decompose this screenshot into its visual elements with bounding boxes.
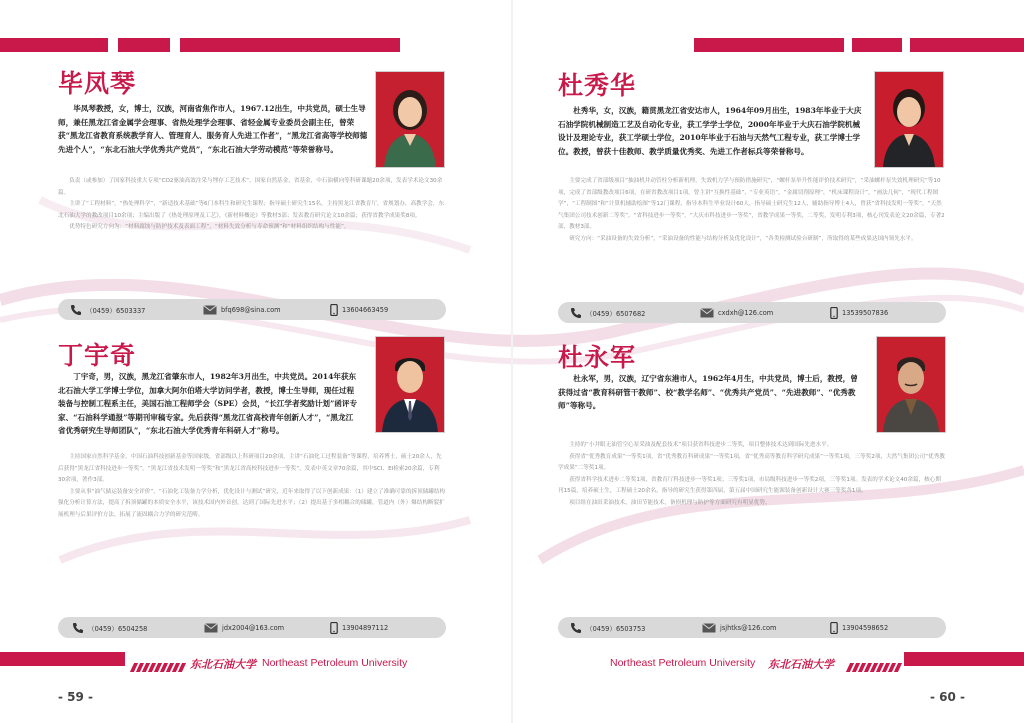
profile-intro: 杜永军，男，汉族，辽宁省东港市人，1962年4月生，中共党员，博士后，教授，曾获得过省“教育科研管干教师”、校“教学名师”、“优秀共产党员”、“先进教师”、“优秀教师”等称号。 [558,374,858,411]
top-accent-bar [852,38,902,52]
phone-number: （0459）6507682 [586,309,646,318]
contact-bar [558,302,946,323]
contact-mobile [830,617,888,638]
phone-number: （0459）6503753 [586,624,646,633]
detail-paragraph: 获得省“优秀教育成果”一等奖1项，省“优秀教育科研成果”一等奖1项，省“优秀高等教育科学研究成果”一等奖1项，三等奖2项，大然气集团公司“优秀教学成果”二等奖1项。 [558,453,945,472]
profile-photo [874,71,944,168]
profile-photo [375,71,445,168]
phone-number: （0459）6504258 [88,624,148,633]
contact-bar [58,299,446,320]
email-address: cxdxh@126.com [718,308,774,317]
university-logo-cn: 东北石油大学 [190,658,256,671]
footer-accent-bar [0,652,125,666]
mail-icon [702,623,716,633]
contact-mobile [330,299,388,320]
mobile-icon [830,622,838,634]
email-address: bfq698@sina.com [221,305,281,314]
contact-mobile [830,302,888,323]
mobile-number: 13904598652 [842,623,889,632]
detail-paragraph: 主持的“小井眼无油管空心泵采油及配套技术”项目获省科技进步二等奖，项目整体技术达到国际先进水平。 [569,442,833,448]
profile-details [58,452,446,522]
email-address: jsjhtks@126.com [720,623,777,632]
footer-accent-bar [904,652,1024,666]
detail-paragraph: 主要从事“油气储运装备安全评价”，“石油化工装备力学分析，优化设计与测试”研究，近年来取得了以下创新成果：（1）建立了准确可靠的拆顶储罐结构强化分析计算方法，提高了拆顶储罐的本质安全水平，该技术国内外首创，达到了国际先进水平；（2）提出基于多相耦合的储罐，管道内（外）爆结构断裂扩展机理与后果评价方法，拓展了流固耦合力学的研究范畴。 [58,488,446,518]
contact-email [702,617,776,638]
profile-intro: 毕凤琴教授，女，博士，汉族，河南省焦作市人，1967.12出生，中共党员，硕士生导师，兼任黑龙江省金属学会理事、省热处理学会理事、省轻金属专业委员会副主任，曾荣获“黑龙江省教育系统教学育人、管理育人、服务育人先进工作者”，“黑龙江省高等学校师德先进个人”，“东北石油大学优秀共产党员”，“东北石油大学劳动模范”等荣誉称号。 [58,104,368,154]
contact-bar [58,617,446,638]
university-logo-cn: 东北石油大学 [768,658,834,671]
contact-phone [570,302,645,323]
page-number: - 59 - [58,690,94,704]
mail-icon [700,308,714,318]
contact-email [203,299,281,320]
footer-stripes [132,657,186,667]
mobile-number: 13604663459 [342,305,389,314]
detail-paragraph: 项目组在油田采油技术，油田节能技术，备损机理与防护等方面研究有明显优势。 [569,499,771,506]
mobile-number: 13904897112 [342,623,389,632]
profile-intro: 丁宇奇，男，汉族，黑龙江省肇东市人，1982年3月出生，中共党员。2014年获东北石油大学工学博士学位，加拿大阿尔伯塔大学访问学者，教授，博士生导师，现任过程装备与控制工程系主任，美国石油工程师学会（SPE）会员，“长江学者奖励计划”函评专家、“石油科学通报”等期刊审稿专家。先后获得“黑龙江省高校青年创新人才”，“黑龙江省优秀研究生导师团队”，“东北石油大学优秀青年科研人才”称号。 [58,372,358,436]
profile-name: 丁宇奇 [58,341,137,370]
mobile-icon [330,304,338,316]
top-accent-bar [180,38,400,52]
profile-details [58,176,446,234]
detail-paragraph: 主讲了“工程材料”，“热处理科学”，“新适技术基础”等6门本科生和研究生课程；指导硕士研究生15名，主持黑龙江省教育厅，省规划办，高教学会，东北石油大学的教改项目10余项；主编出版了《热处理原理及工艺》，《新材料概论》等教材3部；发表教育研究论文10余篇；获得省教学成果奖8项。 [58,201,445,219]
phone-number: （0459）6503337 [86,306,146,315]
phone-icon [570,307,582,319]
top-accent-bar [0,38,108,52]
profile-intro: 杜秀华，女，汉族，籍贯黑龙江省安达市人，1964年09月出生，1983年毕业于大庆石油学院机械制造工艺及自动化专业，获工学学士学位，2000年毕业于大庆石油学院机械设计及理论专业，获工学硕士学位，2010年毕业于石油与天然气工程专业，获工学博士学位。教授，曾获十佳教师、教学质量优秀奖、先进工作者标兵等荣誉称号。 [558,106,862,156]
detail-paragraph: 研究方向：“采油设备的失效分析”，“采油设备的性能与结构分析及优化设计”，“各类检测试验台研制”，所取得的某些成果达国内领先水平。 [569,235,917,242]
page-number: - 60 - [930,690,966,704]
top-accent-bar [118,38,170,52]
profile-name: 杜秀华 [558,71,637,100]
contact-phone [570,617,645,638]
contact-bar [558,617,946,638]
detail-paragraph: 获得省科学技术进步二等奖1项，省教育厅科技进步一等奖1项；三等奖1项，市局级科技进步一等奖2项，三等奖1项。发表的学术论文40余篇，核心期刊15篇，培养硕士生，工程硕士20余名，指导的研究生获得第四届，第五届中国研究生能源装备创新设计大赛三等奖各1项。 [558,476,941,495]
mobile-number: 13539507836 [842,308,889,317]
page-60 [512,0,1024,723]
detail-paragraph: 主要完成了省部级项目“抽油机井动管柱分析新机理，失效机力学与预防措施研究”，“螺杆泵举升性能评价技术研究”，“采油螺杆泵失效机理研究”等10项，完成了省部级教改项目6项，在研省教改项目1项，曾主讲“互换性基础”，“专业英语”，“金属切削原理”，“机床课程设计”，“画法几何”，“现代工程图学”，“工程制图”和“计算机辅助绘图”等12门课程，指导本科生毕业设计60人，指导硕士研究生12人，辅助指导博士4人，曾获“省科技发明一等奖”，“天然气集团公司技术创新二等奖”，“省科技进步一等奖”，“大庆市科技进步一等奖”，省教学成果一等奖，二等奖，发明专利3项，核心刊发表论文20余篇，专著2部，教材3部。 [558,178,945,231]
phone-icon [570,622,582,634]
contact-email [204,617,284,638]
contact-phone [72,617,147,638]
profile-name: 毕凤琴 [58,69,137,98]
profile-details [558,176,946,246]
detail-paragraph: 优势特色研究方向为：“材料腐蚀与防护技术及表面工程”，“材料失效分析与寿命预测”和“材料组织结构与性能”。 [69,224,350,231]
top-accent-bar [910,38,1024,52]
footer-stripes [848,657,902,667]
profile-name: 杜永军 [558,343,637,372]
mail-icon [203,305,217,315]
top-accent-bar [694,38,844,52]
mobile-icon [830,307,838,319]
contact-phone [70,299,145,320]
phone-icon [70,304,82,316]
contact-email [700,302,773,323]
university-name-en: Northeast Petroleum University [610,657,756,669]
mobile-icon [330,622,338,634]
profile-photo [375,336,445,433]
profile-photo [876,336,946,433]
profile-details [558,440,946,510]
university-name-en: Northeast Petroleum University [262,657,408,669]
detail-paragraph: 主持国家自然科学基金，中国石油科技创新基金等国家级，省部级以上科研项目20余项，主讲“石油化工过程装备”等课程，培养博士，硕士20余人，先后获得“黑龙江省科技进步一等奖”，“黑龙江省技术发明一等奖”和“黑龙江省高校科技进步一等奖”，发表中英文章70余篇，其中SCI、EI检索20余篇，专利30余项，著作3部。 [58,454,442,484]
contact-mobile [330,617,388,638]
phone-icon [72,622,84,634]
mail-icon [204,623,218,633]
detail-paragraph: 负责（或参加）了国家科技重大专项“CO2驱油高效注采与埋存工艺技术”，国家自然基金，省基金，中石油横向等科研课题20余项，发表学术论文30余篇。 [58,178,443,196]
email-address: jdx2004@163.com [222,623,285,632]
